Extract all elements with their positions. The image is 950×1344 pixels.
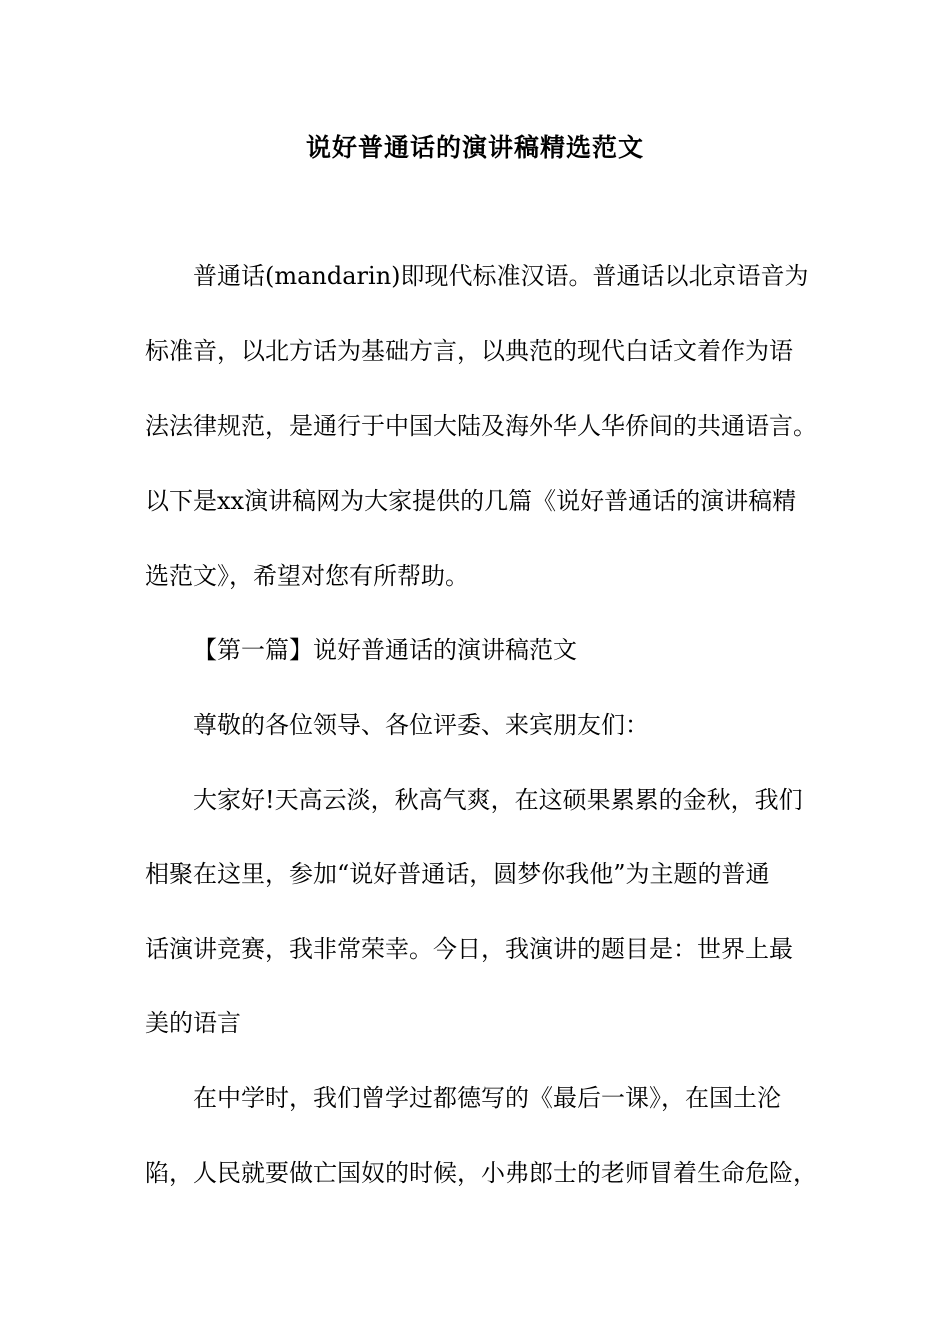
paragraph-line: 选范文》，希望对您有所帮助。 [145,562,469,590]
paragraph-line: 在中学时，我们曾学过都德写的《最后一课》，在国土沦 [193,1084,781,1112]
paragraph-line: 以下是xx演讲稿网为大家提供的几篇《说好普通话的演讲稿精 [145,487,797,515]
salutation-line: 尊敬的各位领导、各位评委、来宾朋友们： [193,711,649,739]
paragraph-line: 标准音，以北方话为基础方言，以典范的现代白话文着作为语 [145,337,793,365]
paragraph-line: 普通话(mandarin)即现代标准汉语。普通话以北京语音为 [193,262,809,290]
paragraph-line: 话演讲竞赛，我非常荣幸。今日，我演讲的题目是：世界上最 [145,935,793,963]
document-title: 说好普通话的演讲稿精选范文 [305,133,644,162]
section-heading: 【第一篇】说好普通话的演讲稿范文 [193,636,577,664]
paragraph-line: 美的语言 [145,1009,241,1037]
paragraph-line: 大家好!天高云淡，秋高气爽，在这硕果累累的金秋，我们 [193,786,803,814]
paragraph-line: 陷，人民就要做亡国奴的时候，小弗郎士的老师冒着生命危险， [145,1159,817,1187]
paragraph-line: 相聚在这里，参加“说好普通话，圆梦你我他”为主题的普通 [145,860,770,888]
paragraph-line: 法法律规范，是通行于中国大陆及海外华人华侨间的共通语言。 [145,412,817,440]
